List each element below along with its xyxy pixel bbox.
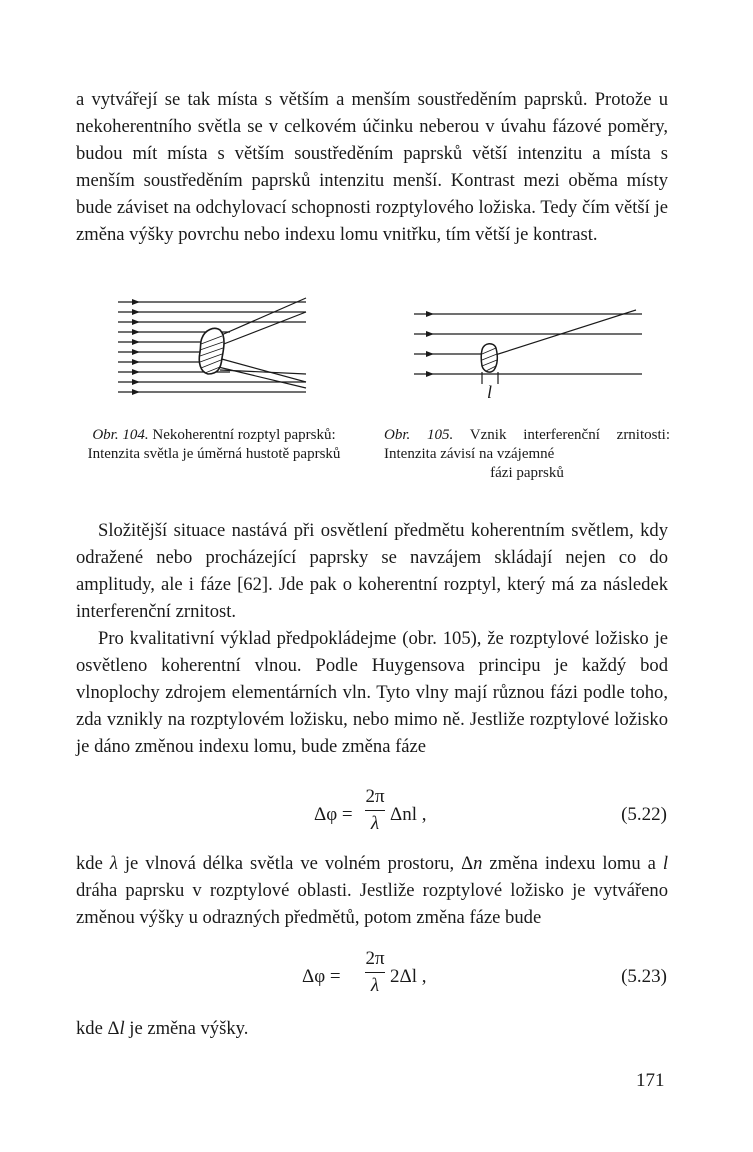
equation-5-22-number: (5.22) <box>621 804 667 825</box>
equation-5-23-number: (5.23) <box>621 966 667 987</box>
page-number: 171 <box>636 1070 665 1091</box>
figure-105-l-label: l <box>487 382 493 402</box>
equation-5-22-numerator: 2π <box>365 786 385 807</box>
equation-5-22-lhs: Δφ = <box>314 804 353 825</box>
equation-5-23-fraction <box>364 948 386 997</box>
equation-5-22-fraction <box>364 786 386 835</box>
equation-5-23-denominator: λ <box>370 975 380 996</box>
paragraph-qualitative-explanation: Pro kvalitativní výklad předpokládejme (obr. 105), že rozptylové ložisko je osvětleno koherentní vlnou. Podle Huygensova principu je každý bod vlnoplochy zdrojem elementárních vln. Tyto vlny mají různou fázi podle toho, zda vznikly na rozptylovém ložisku, nebo mimo ně. Jestliže rozptylové ložisko je dáno změnou indexu lomu, bude změna fáze <box>76 628 668 757</box>
figure-105-caption <box>384 426 670 483</box>
paragraph-coherent-scatter: Složitější situace nastává při osvětlení předmětu koherentním světlem, kdy odražené nebo procházející paprsky se navzájem skládají nejen co do amplitudy, ale i fáze [62]. Jde pak o koherentní rozptyl, který má za následek interferenční zrnitost. <box>76 520 668 622</box>
equation-5-22 <box>0 786 753 844</box>
figure-104-label: Obr. 104. <box>92 427 149 443</box>
equation-5-23-rhs: 2Δl , <box>390 966 427 987</box>
equation-5-23 <box>0 948 753 1006</box>
figure-105-label: Obr. 105. <box>384 427 454 443</box>
paragraph-height-change: kde Δl je změna výšky. <box>76 1018 249 1039</box>
figure-105-caption-text: Vznik interferenční zrnitosti: Intenzita závisí na vzájemné <box>384 427 670 462</box>
equation-5-23-lhs: Δφ = <box>302 966 341 987</box>
equation-5-22-denominator: λ <box>370 813 380 834</box>
figure-104-caption-text: Nekoherentní rozptyl paprsků: Intenzita světla je úměrná hustotě paprsků <box>87 427 341 462</box>
figure-105-caption-last: fázi paprsků <box>490 465 564 481</box>
paragraph-incoherent-scatter: a vytvářejí se tak místa s větším a menším soustředěním paprsků. Protože u nekoherentního světla se v celkovém účinku neberou v úvahu fázové poměry, budou mít místa s větším soustředěním paprsků větší intenzitu a místa s menším soustředěním paprsků intenzitu menší. Kontrast mezi oběma místy bude záviset na odchylovací schopnosti rozptylového ložiska. Tedy čím větší je změna výšky povrchu nebo indexu lomu vnitřku, tím větší je kontrast. <box>76 89 668 245</box>
paragraph-phase-change-definitions: kde λ je vlnová délka světla ve volném prostoru, Δn změna indexu lomu a l dráha paprsku v rozptylové oblasti. Jestliže rozptylové ložisko je vytvářeno změnou výšky u odrazných předmětů, potom změna fáze bude <box>76 853 668 928</box>
figure-104-caption <box>68 426 360 464</box>
figure-104-diagram <box>110 292 316 404</box>
figure-105-diagram <box>408 300 648 406</box>
equation-5-23-numerator: 2π <box>365 948 385 969</box>
equation-5-22-rhs: Δnl , <box>390 804 427 825</box>
